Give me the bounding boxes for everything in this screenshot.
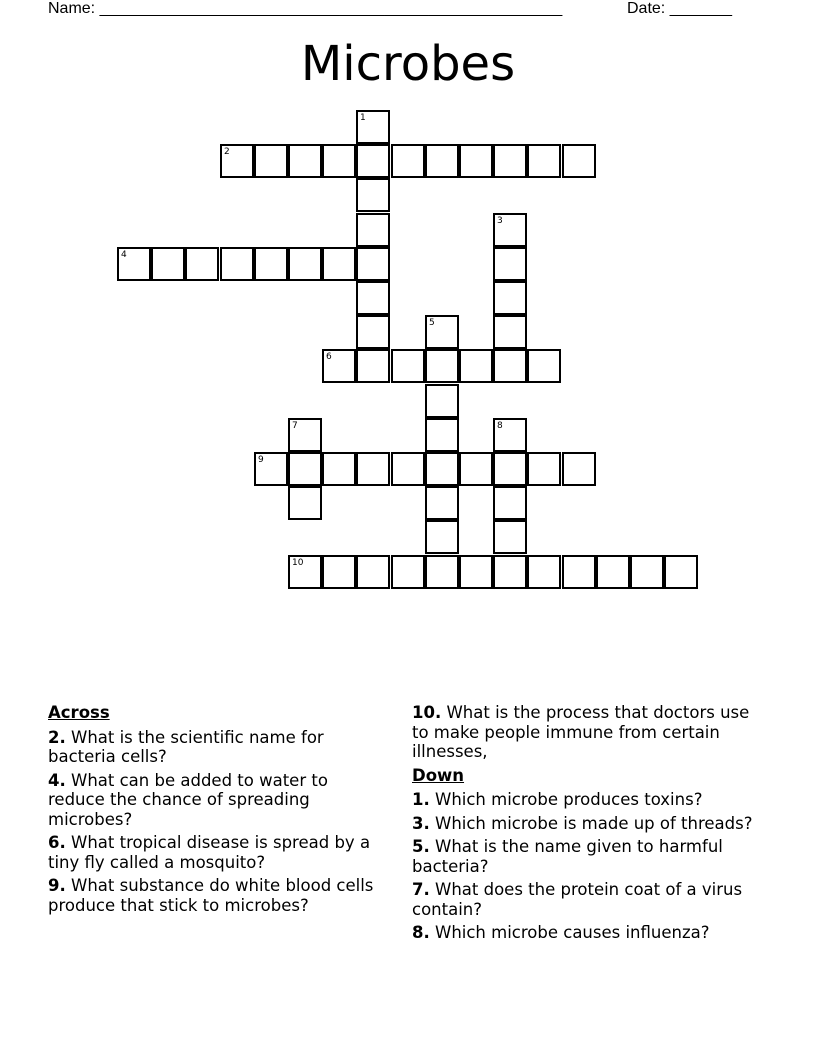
across-heading: Across: [48, 703, 110, 722]
crossword-cell[interactable]: [322, 247, 356, 281]
clue-across-4: [48, 771, 388, 830]
clue-number: 1.: [412, 790, 430, 809]
crossword-cell[interactable]: [254, 452, 288, 486]
crossword-cell[interactable]: [322, 452, 356, 486]
cell-number: 3: [497, 216, 503, 226]
crossword-cell[interactable]: [425, 418, 459, 452]
crossword-cell[interactable]: [322, 555, 356, 589]
clue-number: 3.: [412, 813, 430, 833]
crossword-cell[interactable]: [288, 555, 322, 589]
crossword-cell[interactable]: [459, 452, 493, 486]
crossword-cell[interactable]: [425, 555, 459, 589]
cell-number: 4: [121, 250, 127, 260]
clue-number: 6.: [48, 833, 66, 852]
cell-number: 6: [326, 352, 332, 362]
clue-across-2: [48, 728, 388, 767]
crossword-cell[interactable]: [288, 452, 322, 486]
crossword-cell[interactable]: [288, 418, 322, 452]
crossword-cell[interactable]: [391, 349, 425, 383]
clues-column-right: [412, 703, 762, 947]
crossword-cell[interactable]: [493, 555, 527, 589]
crossword-cell[interactable]: [596, 555, 630, 589]
clue-text: What is the scientific name for bacteria cells?: [48, 727, 324, 766]
clue-text: Which microbe produces toxins?: [435, 790, 703, 809]
crossword-cell[interactable]: [185, 247, 219, 281]
crossword-cell[interactable]: [288, 247, 322, 281]
crossword-cell[interactable]: [425, 384, 459, 418]
down-heading: Down: [412, 765, 465, 785]
cell-number: 8: [497, 421, 503, 431]
cell-number: 2: [224, 147, 230, 157]
crossword-cell[interactable]: [562, 144, 596, 178]
crossword-cell[interactable]: [493, 281, 527, 315]
cell-number: 9: [258, 455, 264, 465]
crossword-cell[interactable]: [391, 452, 425, 486]
clues-column-left: [48, 703, 388, 919]
crossword-cell[interactable]: [562, 452, 596, 486]
crossword-cell[interactable]: [562, 555, 596, 589]
clue-number: 5.: [412, 837, 430, 856]
crossword-cell[interactable]: [425, 520, 459, 554]
crossword-cell[interactable]: [630, 555, 664, 589]
crossword-cell[interactable]: [425, 486, 459, 520]
crossword-cell[interactable]: [151, 247, 185, 281]
crossword-cell[interactable]: [493, 247, 527, 281]
clue-text: What substance do white blood cells produce that stick to microbes?: [48, 876, 374, 915]
cell-number: 1: [360, 113, 366, 123]
crossword-cell[interactable]: [459, 555, 493, 589]
crossword-cell[interactable]: [356, 178, 390, 212]
crossword-cell[interactable]: [493, 315, 527, 349]
crossword-cell[interactable]: [322, 144, 356, 178]
clue-text: What is the process that doctors use to make people immune from certain illnesses,: [412, 703, 750, 761]
clue-number: 10.: [412, 703, 442, 722]
crossword-cell[interactable]: [459, 144, 493, 178]
crossword-cell[interactable]: [356, 110, 390, 144]
crossword-cell[interactable]: [288, 486, 322, 520]
cell-number: 5: [429, 318, 435, 328]
crossword-cell[interactable]: [356, 452, 390, 486]
clue-number: 7.: [412, 880, 430, 899]
crossword-cell[interactable]: [493, 418, 527, 452]
clue-number: 8.: [412, 923, 430, 942]
crossword-cell[interactable]: [356, 315, 390, 349]
crossword-cell[interactable]: [493, 213, 527, 247]
crossword-cell[interactable]: [425, 144, 459, 178]
crossword-cell[interactable]: [391, 555, 425, 589]
clue-number: 2.: [48, 727, 66, 747]
crossword-cell[interactable]: [356, 213, 390, 247]
crossword-cell[interactable]: [356, 247, 390, 281]
clue-text: What does the protein coat of a virus contain?: [412, 880, 743, 919]
crossword-cell[interactable]: [493, 520, 527, 554]
clue-text: What tropical disease is spread by a tiny fly called a mosquito?: [48, 833, 371, 872]
crossword-cell[interactable]: [664, 555, 698, 589]
crossword-cell[interactable]: [322, 349, 356, 383]
date-field-label: Date: _______: [627, 0, 732, 17]
clue-text: What can be added to water to reduce the chance of spreading microbes?: [48, 770, 328, 829]
crossword-cell[interactable]: [493, 486, 527, 520]
crossword-cell[interactable]: [527, 144, 561, 178]
crossword-cell[interactable]: [527, 452, 561, 486]
cell-number: 7: [292, 421, 298, 431]
clue-text: Which microbe causes influenza?: [435, 923, 710, 942]
clue-down-1: [412, 790, 762, 810]
crossword-cell[interactable]: [527, 555, 561, 589]
crossword-cell[interactable]: [254, 144, 288, 178]
clue-number: 4.: [48, 770, 66, 790]
crossword-cell[interactable]: [459, 349, 493, 383]
crossword-cell[interactable]: [527, 349, 561, 383]
crossword-cell[interactable]: [493, 144, 527, 178]
clue-text: Which microbe is made up of threads?: [435, 813, 753, 833]
name-field-label: Name: ____________________________________________________: [48, 0, 563, 17]
clue-across-10: [412, 703, 762, 762]
page-title: Microbes: [300, 36, 516, 92]
clue-number: 9.: [48, 876, 66, 895]
crossword-cell[interactable]: [220, 247, 254, 281]
clue-across-9: [48, 876, 388, 915]
clue-text: What is the name given to harmful bacteria?: [412, 837, 723, 876]
crossword-cell[interactable]: [288, 144, 322, 178]
crossword-cell[interactable]: [117, 247, 151, 281]
crossword-cell[interactable]: [493, 452, 527, 486]
clue-across-6: [48, 833, 388, 872]
crossword-cell[interactable]: [254, 247, 288, 281]
crossword-cell[interactable]: [356, 555, 390, 589]
clue-down-8: [412, 923, 762, 943]
cell-number: 10: [292, 558, 304, 568]
clue-down-3: [412, 814, 762, 834]
crossword-cell[interactable]: [493, 349, 527, 383]
clue-down-5: [412, 837, 762, 876]
crossword-cell[interactable]: [356, 144, 390, 178]
crossword-cell[interactable]: [220, 144, 254, 178]
clue-down-7: [412, 880, 762, 919]
crossword-cell[interactable]: [356, 281, 390, 315]
crossword-cell[interactable]: [356, 349, 390, 383]
crossword-cell[interactable]: [425, 315, 459, 349]
crossword-cell[interactable]: [425, 452, 459, 486]
crossword-cell[interactable]: [391, 144, 425, 178]
crossword-cell[interactable]: [425, 349, 459, 383]
